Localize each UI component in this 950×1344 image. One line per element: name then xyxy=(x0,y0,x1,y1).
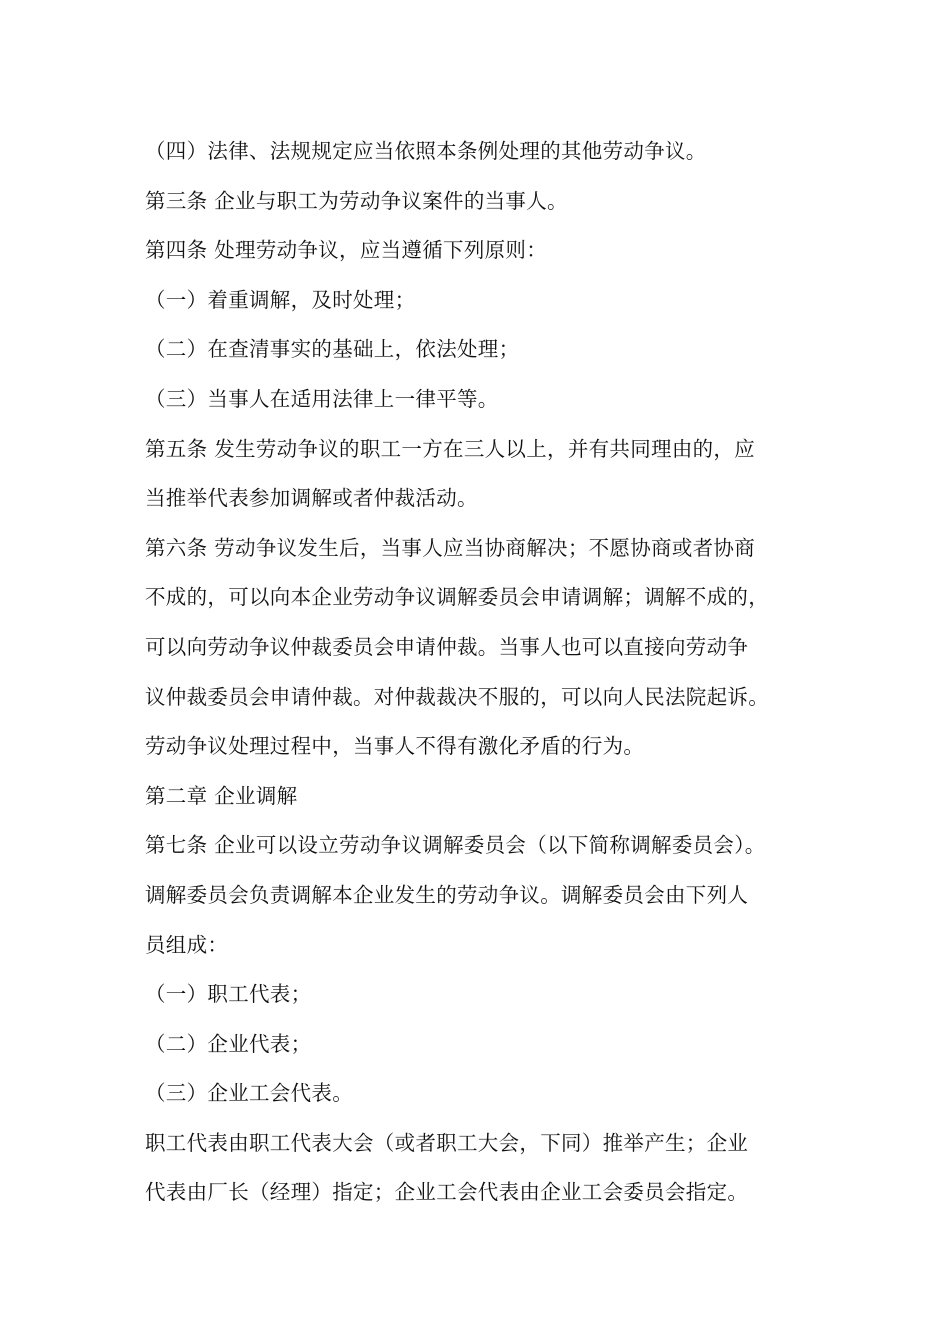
article-3: 第三条 企业与职工为劳动争议案件的当事人。 xyxy=(145,188,568,213)
document-body xyxy=(145,127,825,1218)
article-7-line-1: 第七条 企业可以设立劳动争议调解委员会（以下简称调解委员会）。 xyxy=(145,833,766,858)
article-6-line-3: 可以向劳动争议仲裁委员会申请仲裁。当事人也可以直接向劳动争 xyxy=(145,634,749,659)
article-7-line-3: 员组成： xyxy=(145,932,229,957)
article-5-line-1: 第五条 发生劳动争议的职工一方在三人以上，并有共同理由的，应 xyxy=(145,436,756,461)
article-6-line-2: 不成的，可以向本企业劳动争议调解委员会申请调解；调解不成的， xyxy=(145,585,769,610)
principle-item-2: （二）在查清事实的基础上，依法处理； xyxy=(145,337,520,362)
chapter-2-heading: 第二章 企业调解 xyxy=(145,783,298,808)
representatives-line-2: 代表由厂长（经理）指定；企业工会代表由企业工会委员会指定。 xyxy=(145,1180,749,1205)
representatives-line-1: 职工代表由职工代表大会（或者职工大会，下同）推举产生；企业 xyxy=(145,1130,749,1155)
article-6-line-4: 议仲裁委员会申请仲裁。对仲裁裁决不服的，可以向人民法院起诉。 xyxy=(145,684,769,709)
article-5-line-2: 当推举代表参加调解或者仲裁活动。 xyxy=(145,486,478,511)
member-item-3: （三）企业工会代表。 xyxy=(145,1081,353,1106)
clause-item-4: （四）法律、法规规定应当依照本条例处理的其他劳动争议。 xyxy=(145,139,707,163)
member-item-1: （一）职工代表； xyxy=(145,982,312,1007)
article-6-line-5: 劳动争议处理过程中，当事人不得有激化矛盾的行为。 xyxy=(145,734,645,759)
principle-item-3: （三）当事人在适用法律上一律平等。 xyxy=(145,386,499,411)
article-4: 第四条 处理劳动争议，应当遵循下列原则： xyxy=(145,238,548,263)
article-6-line-1: 第六条 劳动争议发生后，当事人应当协商解决；不愿协商或者协商 xyxy=(145,535,756,560)
principle-item-1: （一）着重调解，及时处理； xyxy=(145,287,416,312)
member-item-2: （二）企业代表； xyxy=(145,1031,312,1056)
article-7-line-2: 调解委员会负责调解本企业发生的劳动争议。调解委员会由下列人 xyxy=(145,882,749,907)
